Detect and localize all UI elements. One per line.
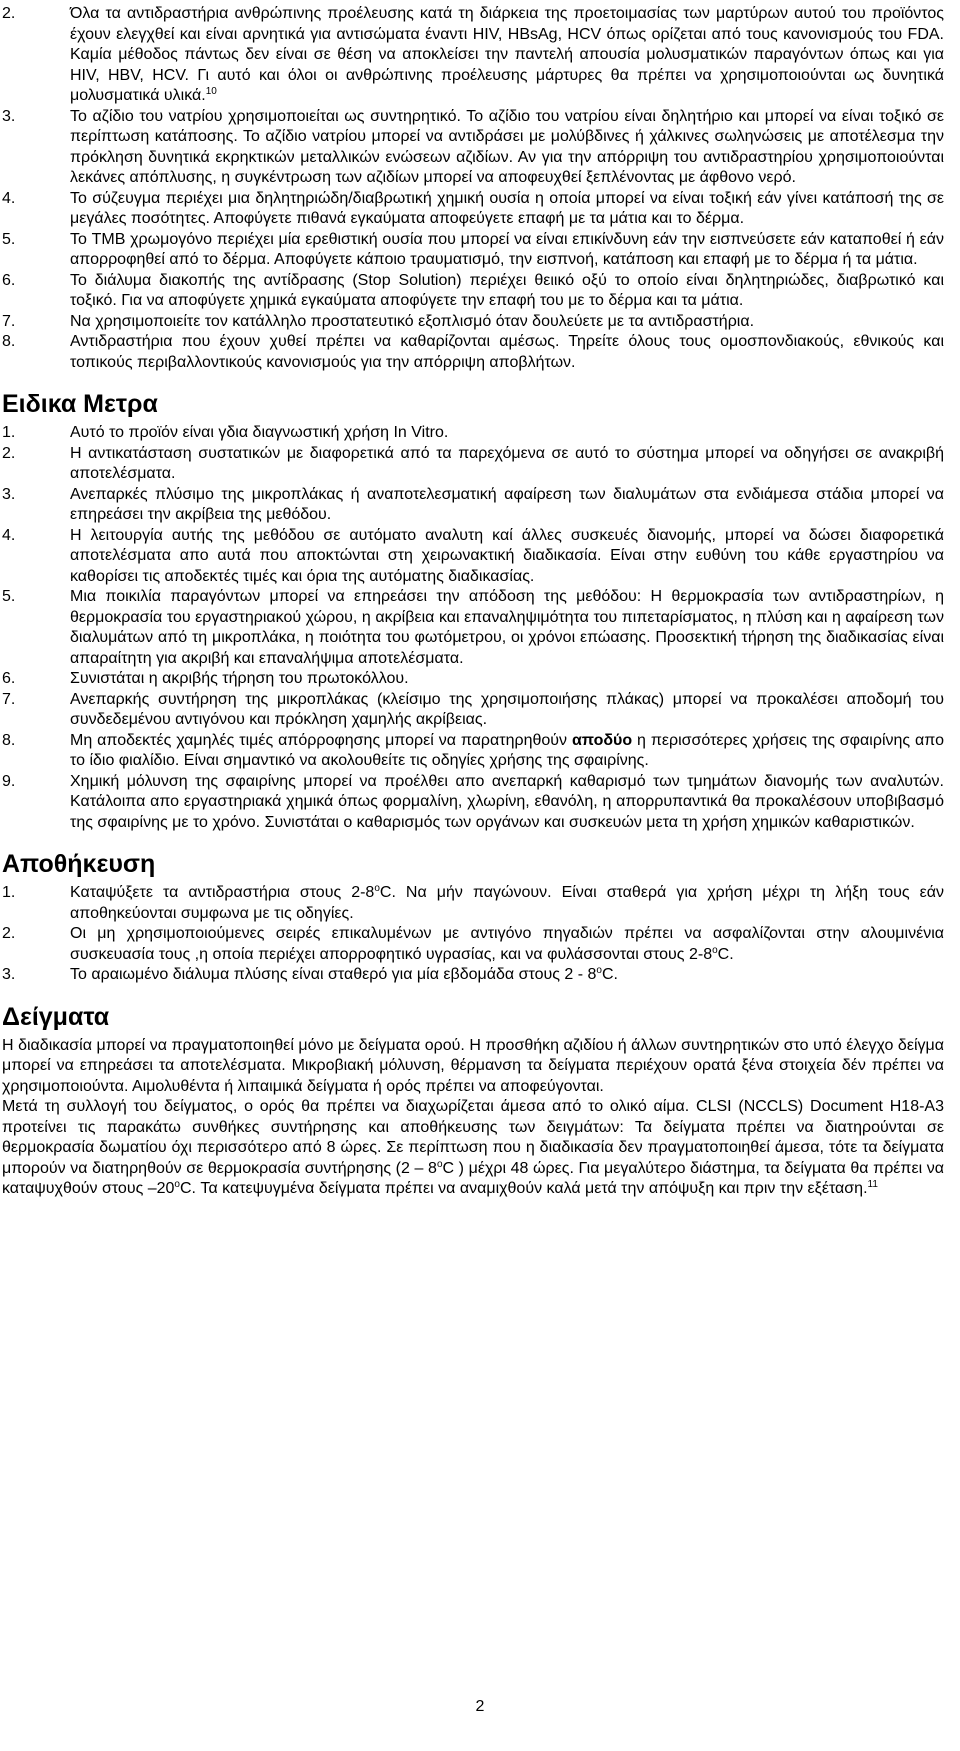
samples-paragraph-1: Η διαδικασία μπορεί να πραγματοποιηθεί μόνο με δείγματα ορού. Η προσθήκη αζιδίου ή άλλων συντηρητικών στο υπό έλεγχο δείγμα μπορεί να επηρεάσει τα αποτελέσματα. Μικροβιακή μόλυνση, θέρμανση τα δείγματα περιέχουν ορατά ξένα στοιχεία δέν πρέπει να χρησιμοποιούντα. Αιμολυθέντα ή λιπαιμικά δείγματα ή ορός πρέπει να αποφεύγονται.	[2, 1036, 944, 1095]
list-item: 2. Όλα τα αντιδραστήρια ανθρώπινης προέλευσης κατά τη διάρκεια της προετοιμασίας των μαρτύρων αυτού του προϊόντος έχουν ελεγχθεί και είναι αρνητικά για αντισώματα έναντι HIV, HBsAg, HCV όπως ορίζεται από τους κανονισμούς του FDA. Καμία μέθοδος πάντως δεν είναι σε θέση να αποκλείσει την παντελή απουσία μολυσματικών παραγόντων όπως και για HIV, HBV, HCV. Γι αυτό και όλοι οι ανθρώπινης προέλευσης μάρτυρες θα πρέπει να χρησιμοποιούνται ως δυνητικά μολυσματικά υλικά.$^{10}$	[2, 5, 944, 104]
list-item: 7. Να χρησιμοποιείτε τον κατάλληλο προστατευτικό εξοπλισμό όταν δουλεύετε με τα αντιδραστήρια.	[2, 312, 755, 330]
list-item: 1. Αυτό το προϊόν είναι γδια διαγνωστική χρήση In Vitro.	[2, 424, 449, 441]
list-item: 2. Η αντικατάσταση συστατικών με διαφορετικά από τα παρεχόμενα σε αυτό το σύστημα μπορεί να οδηγήσει σε ανακριβή αποτελέσματα.	[2, 444, 944, 482]
list-item: 2. Οι μη χρησιμοποιούμενες σειρές επικαλυμένων με αντιγόνο πηγαδιών πρέπει να ασφαλίζονται στην αλουμινένια συσκευασία τους ,η οποία περιέχει απορροφητικό υγρασίας, και να φυλάσσονται στους $2-8^oC$.	[2, 925, 944, 963]
storage-heading: Αποθήκευση	[2, 850, 156, 878]
special-measures-heading: Ειδικα Μετρα	[2, 390, 158, 418]
samples-heading: Δείγματα	[2, 1002, 110, 1031]
list-item: 8. Αντιδραστήρια που έχουν χυθεί πρέπει να καθαρίζονται αμέσως. Τηρείτε όλους τους ομοσπονδιακούς, εθνικούς και τοπικούς περιβαλλοντικούς κανονισμούς για την απόρριψη αποβλήτων.	[2, 333, 944, 371]
list-item: 3. Το αραιωμένο διάλυμα πλύσης είναι σταθερό για μία εβδομάδα στους $2 - 8^oC$.	[2, 965, 618, 983]
list-item: 9. Χημική μόλυνση της σφαιρίνης μπορεί να προέλθει απο ανεπαρκή καθαρισμό των τμημάτων διανομής των αναλυτών. Κατάλοιπα απο εργαστηριακά χημικά όπως φορμαλίνη, χλωρίνη, εθανόλη, η απορρυπαντικά θα προκαλέσουν υποβιβασμό της σφαιρίνης με το χρόνο. Συνιστάται ο καθαρισμός των οργάνων και συσκευών μετα τη χρήση χημικών καθαριστικών.	[2, 772, 944, 831]
list-item: 5. Μια ποικιλία παραγόντων μπορεί να επηρεάσει την απόδοση της μεθόδου: Η θερμοκρασία των αντιδραστηρίων, η θερμοκρασία του εργαστηριακού χώρου, η ακρίβεια και επαναληψιμότητα του πιπεταρίσματος, η πλύση και η αφαίρεση των διαλυμάτων από τη μικροπλάκα, η ποιότητα του φωτόμετρου, οι χρόνοι επώασης. Προσεκτική τήρηση της διαδικασίας είναι απαραίτητη για ακριβή και επαναλήψιμα αποτελέσματα.	[2, 588, 944, 667]
page-number: 2	[475, 1698, 485, 1715]
storage-list	[0, 883, 944, 986]
list-item: 3. Ανεπαρκές πλύσιμο της μικροπλάκας ή αναποτελεσματική αφαίρεση των διαλυμάτων στα ενδιάμεσα στάδια μπορεί να επηρεάσει την ακρίβεια της μεθόδου.	[2, 485, 944, 523]
list-item: 1. Καταψύξετε τα αντιδραστήρια στους $2-8^oC$. Να μήν παγώνουν. Είναι σταθερά για χρήση μέχρι τη λήξη τους εάν αποθηκεύονται συμφωνα με τις οδηγίες.	[2, 883, 944, 922]
special-measures-list	[0, 423, 944, 833]
safety-list	[0, 4, 944, 373]
list-item: 3. Το αζίδιο του νατρίου χρησιμοποιείται ως συντηρητικό. Το αζίδιο του νατρίου είναι δηλητήριο και μπορεί να είναι τοξικό σε περίπτωση κατάποσης. Το αζίδιο νατρίου μπορεί να αντιδράσει με μολύβδινες ή χάλκινες σωληνώσεις με αποτέλεσμα την πρόκληση δυνητικά εκρηκτικών μεταλλικών ενώσεων αζιδίων. Αν για την απόρριψη του αντιδραστηρίου χρησιμοποιούνται λεκάνες απόπλυσης, η συγκέντρωση των αζιδίων μπορεί να αποφευχθεί ξεπλένοντας με άφθονο νερό.	[2, 107, 944, 186]
list-item: 6. Το διάλυμα διακοπής της αντίδρασης (Stop Solution) περιέχει θειικό οξύ το οποίο είναι δηλητηριώδες, διαβρωτικό και τοξικό. Για να αποφύγετε χημικά εγκαύματα αποφύγετε την επαφή του με το δέρμα και τα μάτια.	[2, 271, 944, 309]
emphasis-text: αποδύο	[571, 731, 633, 749]
footnote-ref: 10	[205, 86, 217, 97]
list-item: 8. Μη αποδεκτές χαμηλές τιμές απόρροφησης μπορεί να παρατηρηθούν αποδύο η περισσότερες χρήσεις της σφαιρίνης απο το ίδιο φιαλίδιο. Είναι σημαντικό να ακολουθείτε τις οδηγίες χρήσης της σφαιρίνης.	[2, 731, 944, 769]
list-item: 4. Η λειτουργία αυτής της μεθόδου σε αυτόματο αναλυτη καί άλλες συσκευές διανομής, μπορεί να δώσει διαφορετικά αποτελέσματα απο αυτά που αποκτώνται στη χειρωνακτική διαδικασία. Είναι στην ευθύνη του κάθε εργαστηρίου να καθορίσει τις αποδεκτές τιμές και όρια της αυτόματης διαδικασίας.	[2, 526, 944, 585]
footnote-ref: 11	[867, 1179, 878, 1190]
list-item: 4. Το σύζευγμα περιέχει μια δηλητηριώδη/διαβρωτική χημική ουσία η οποία μπορεί να είναι τοξική εάν γίνει κατάποσή της σε μεγάλες ποσότητες. Αποφύγετε πιθανά εγκαύματα αποφεύγετε επαφή με τα μάτια και το δέρμα.	[2, 189, 944, 227]
samples-paragraph-2: Μετά τη συλλογή του δείγματος, ο ορός θα πρέπει να διαχωρίζεται άμεσα από το ολικό αίμα. CLSI (NCCLS) Document H18-A3 προτείνει τις παρακάτω συνθήκες συντήρησης και αποθήκευσης των δειγμάτων: Τα δείγματα πρέπει να διατηρούνται σε θερμοκρασία δωματίου όχι περισσότερο από 8 ώρες. Σε περίπτωση που η διαδικασία δεν πραγματοποιηθεί άμεσα, τότε τα δείγματα μπορούν να διατηρηθούν σε θερμοκρασία συντήρησης ($2 - 8^oC$ ) μέχρι 48 ώρες. Για μεγαλύτερο διάστημα, τα δείγματα θα πρέπει να καταψυχθούν στους $-20^oC$. Τα κατεψυγμένα δείγματα πρέπει να αναμιχθούν καλά μετά την απόψυξη και πριν την εξέταση.$^{11}$	[2, 1098, 945, 1197]
list-item: 7. Ανεπαρκής συντήρηση της μικροπλάκας (κλείσιμο της χρησιμοποιήσης πλάκας) μπορεί να προκαλέσει αποδομή του συνδεδεμένου αντιγόνου και πρόκληση χαμηλής ακρίβειας.	[2, 690, 944, 728]
list-item: 6. Συνιστάται η ακριβής τήρηση του πρωτοκόλλου.	[2, 670, 409, 687]
list-item: 5. Το TMB χρωμογόνο περιέχει μία ερεθιστική ουσία που μπορεί να είναι επικίνδυνη εάν την εισπνεύσετε εάν καταποθεί ή εάν απορροφηθεί από το δέρμα. Αποφύγετε κάποιο τραυματισμό, την εισπνοή, κατάποση και επαφή με το δέρμα ή τα μάτια.	[2, 230, 944, 268]
